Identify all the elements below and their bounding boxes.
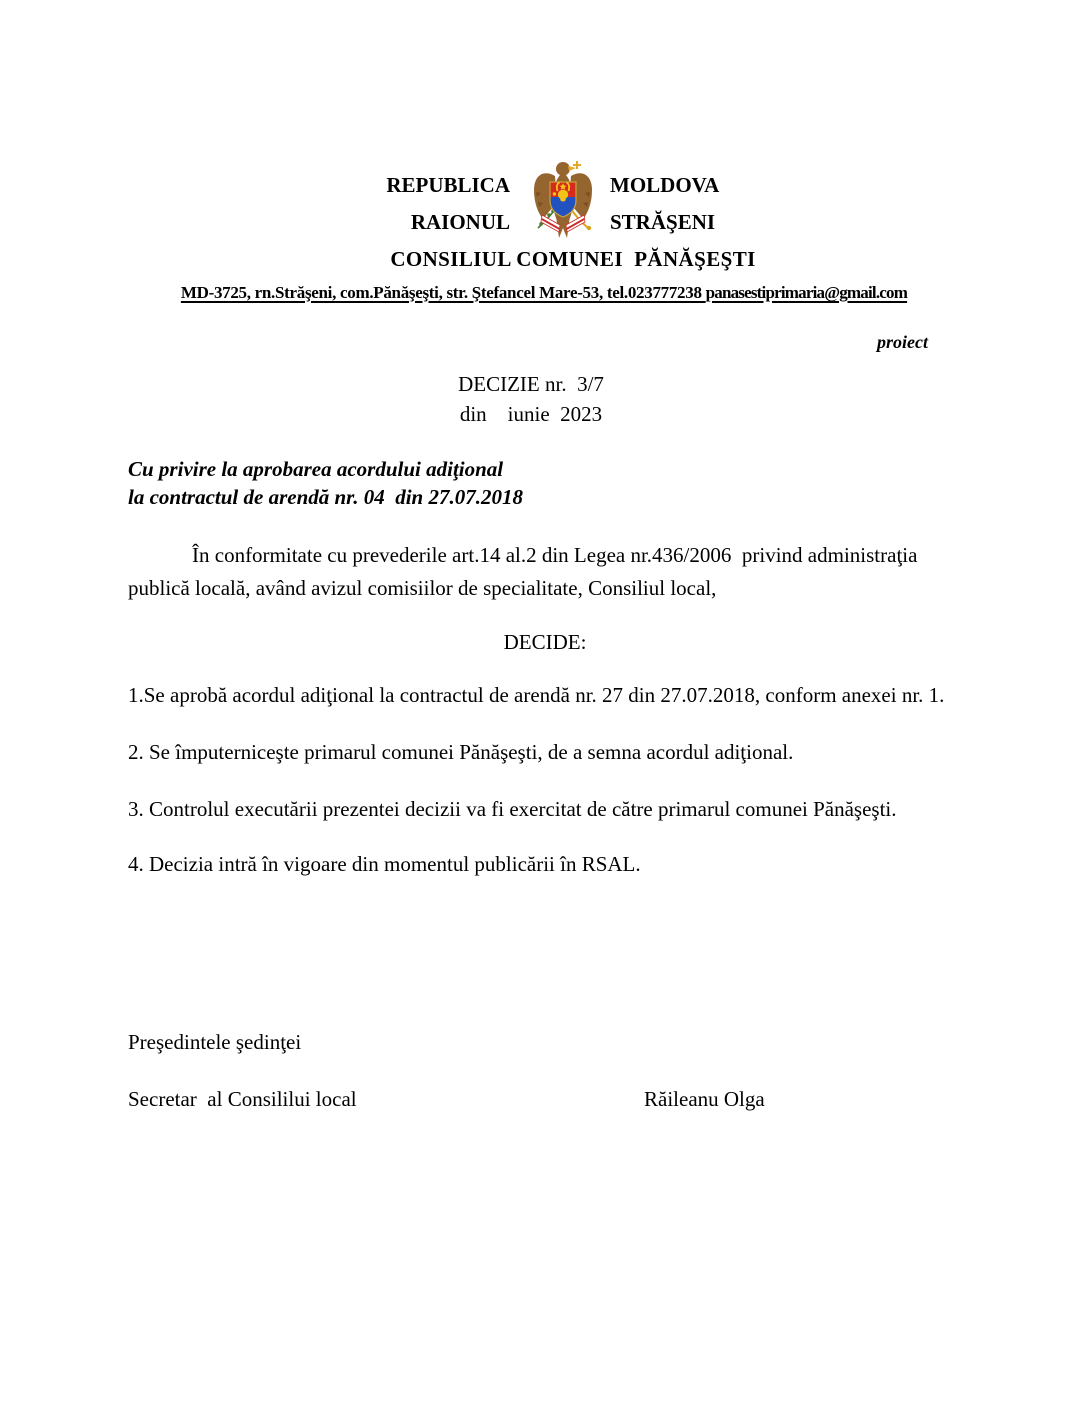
header-district-right: STRĂŞENI — [610, 210, 716, 234]
header-country-right: MOLDOVA — [610, 173, 720, 197]
header-council-line: CONSILIUL COMUNEI PĂNĂŞEŞTI — [390, 247, 756, 271]
moldova-coat-of-arms-icon — [529, 160, 597, 244]
branch-leaf — [547, 213, 551, 217]
decision-title: DECIZIE nr. 3/7 — [458, 372, 604, 396]
subject-line-1: Cu privire la aprobarea acordului adiţional — [128, 457, 504, 481]
subject-line-2: la contractul de arendă nr. 04 din 27.07.2018 — [128, 485, 523, 509]
address-email: panasestiprimaria@gmail.com — [705, 283, 908, 302]
decision-date: din iunie 2023 — [459, 402, 603, 426]
preamble-paragraph: În conformitate cu prevederile art.14 al.2 din Legea nr.436/2006 privind administraţia publică locală, având avizul comisiilor de specialitate, Consiliul local, — [128, 543, 923, 600]
address-text: MD-3725, rn.Străşeni, com.Pănăşeşti, str. Ştefancel Mare-53, tel.023777238 — [180, 283, 706, 302]
decision-item-1: 1.Se aprobă acordul adiţional la contractul de arendă nr. 27 din 27.07.2018, conform anexei nr. 1. — [128, 683, 945, 707]
secretary-name: Răileanu Olga — [644, 1087, 765, 1111]
eagle-beak — [568, 166, 576, 171]
header-address-line — [0, 281, 1088, 305]
header-country-left: REPUBLICA — [386, 173, 510, 197]
draft-label: proiect — [877, 332, 928, 352]
decision-item-4: 4. Decizia intră în vigoare din momentul publicării în RSAL. — [128, 852, 641, 876]
decision-item-2: 2. Se împuterniceşte primarul comunei Pănăşeşti, de a semna acordul adiţional. — [128, 740, 794, 764]
decision-item-3: 3. Controlul executării prezentei decizii va fi exercitat de către primarul comunei Pănăşeşti. — [128, 797, 897, 821]
rose — [553, 192, 556, 195]
sceptre-finial — [587, 226, 591, 230]
chair-signature-label: Preşedintele şedinţei — [128, 1030, 302, 1054]
header-district-left: RAIONUL — [410, 210, 510, 234]
secretary-signature-label: Secretar al Consililui local — [128, 1087, 357, 1111]
decide-heading: DECIDE: — [503, 630, 587, 654]
